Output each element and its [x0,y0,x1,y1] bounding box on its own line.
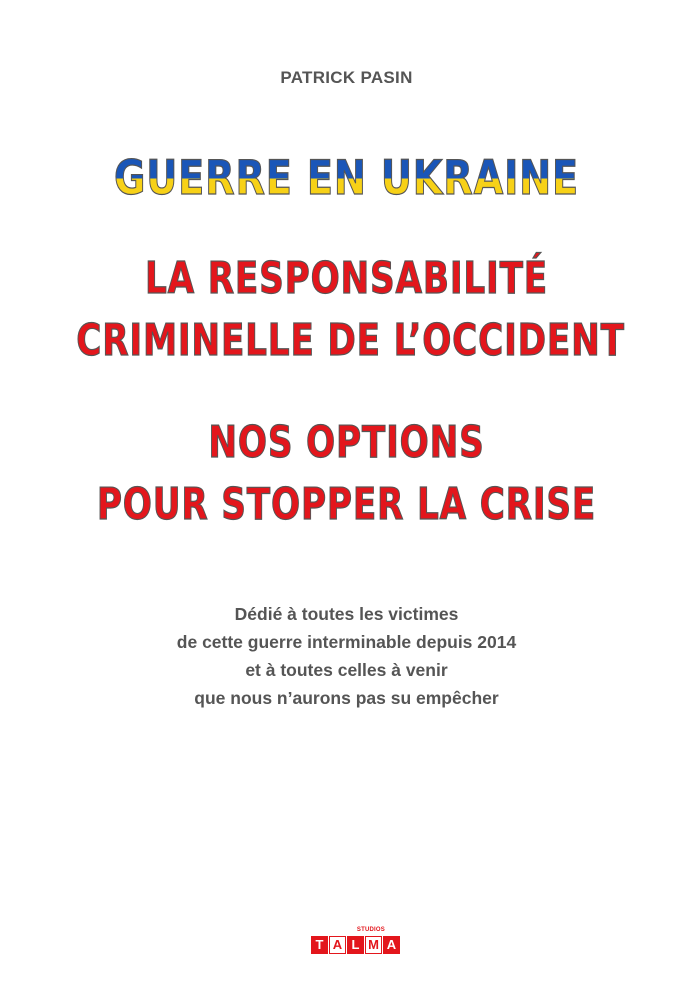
dedication-line: et à toutes celles à venir [245,660,448,680]
logo-letter: T [311,936,328,954]
publisher-logo [311,927,397,959]
ukraine-title-svg [0,138,693,208]
heading-line-1: LA RESPONSABILITÉ [145,253,548,304]
dedication-line: que nous n’aurons pas su empêcher [194,688,499,708]
dedication-line: Dédié à toutes les victimes [234,604,459,624]
logo-letter: A [329,936,346,954]
heading-line-2: CRIMINELLE DE L’OCCIDENT [76,315,625,366]
ukraine-title [0,138,693,208]
logo-letter: M [365,936,382,954]
heading-line-4: POUR STOPPER LA CRISE [96,479,597,530]
logo-letter: L [347,936,364,954]
dedication-line: de cette guerre interminable depuis 2014 [176,632,517,652]
logo-letter: A [383,936,400,954]
ukraine-title-text: GUERRE EN UKRAINE [114,151,579,206]
logo-studios-label: STUDIOS [356,927,385,933]
author-name: PATRICK PASIN [280,68,413,87]
dedication [0,600,693,712]
logo-letters [311,936,400,954]
heading-line-3: NOS OPTIONS [208,417,485,468]
